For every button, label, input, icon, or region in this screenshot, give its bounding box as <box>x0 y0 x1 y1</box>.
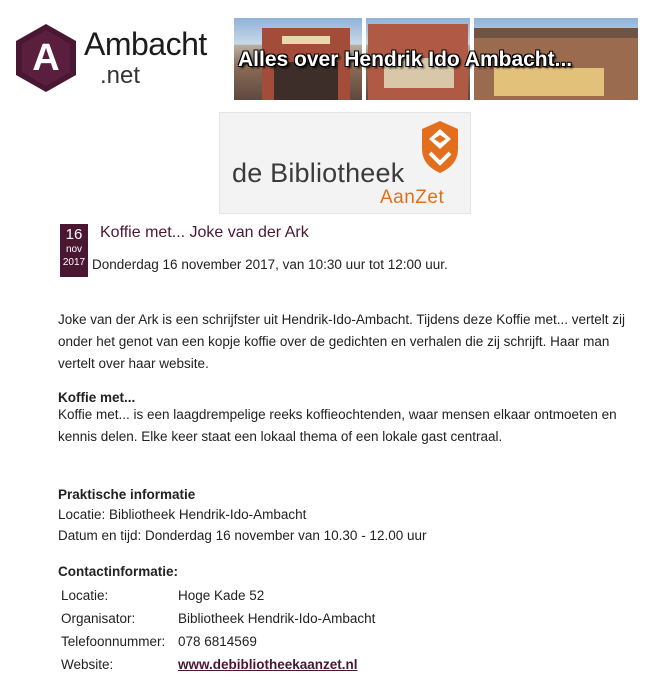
library-name: de Bibliotheek <box>232 158 405 188</box>
section-heading-praktisch: Praktische informatie <box>58 487 196 502</box>
table-row <box>58 584 379 607</box>
library-subname: AanZet <box>380 187 445 208</box>
logo-letter: A <box>32 36 60 79</box>
date-day: 16 <box>65 226 83 243</box>
contact-label: Telefoonnummer: <box>61 634 166 649</box>
logo-tld: .net <box>100 62 141 89</box>
praktisch-location: Locatie: Bibliotheek Hendrik-Ido-Ambacht <box>58 507 307 522</box>
table-row <box>58 607 379 630</box>
date-year: 2017 <box>62 257 86 268</box>
date-month: nov <box>65 244 83 255</box>
banner-caption: Alles over Hendrik Ido Ambacht... <box>238 48 573 71</box>
banner-sign <box>282 36 330 44</box>
website-link[interactable]: www.debibliotheekaanzet.nl <box>178 657 358 672</box>
koffie-description: Koffie met... is een laagdrempelige reeks koffieochtenden, waar mensen elkaar ontmoeten en kennis delen. Elke keer staat een lokaal thema of een lokale gast centraal. <box>58 407 617 444</box>
event-datetime: Donderdag 16 november 2017, van 10:30 uur tot 12:00 uur. <box>92 257 448 272</box>
contact-value: Hoge Kade 52 <box>178 588 265 603</box>
event-description: Joke van der Ark is een schrijfster uit Hendrik-Ido-Ambacht. Tijdens deze Koffie met... vertelt zij onder het genot van een kopje koffie over de gedichten en verhalen die zij schrijft. Haar man vertelt over haar website. <box>58 312 625 371</box>
section-heading-koffie: Koffie met... <box>58 390 136 405</box>
banner-shop <box>494 68 604 96</box>
contact-label: Organisator: <box>61 611 136 626</box>
section-heading-contact: Contactinformatie: <box>58 564 179 579</box>
contact-value: 078 6814569 <box>178 634 257 649</box>
logo-name: Ambacht <box>84 26 207 62</box>
library-shield-icon <box>418 119 462 175</box>
contact-table <box>58 584 379 676</box>
contact-label: Website: <box>61 657 114 672</box>
site-logo[interactable] <box>14 22 224 94</box>
praktisch-datetime: Datum en tijd: Donderdag 16 november van 10.30 - 12.00 uur <box>58 528 427 543</box>
table-row <box>58 653 379 676</box>
library-logo <box>219 112 471 214</box>
header-banner[interactable] <box>234 18 638 100</box>
date-badge <box>60 224 88 277</box>
contact-value: Bibliotheek Hendrik-Ido-Ambacht <box>178 611 376 626</box>
table-row <box>58 630 379 653</box>
event-title: Koffie met... Joke van der Ark <box>100 224 309 241</box>
contact-label: Locatie: <box>61 588 109 603</box>
